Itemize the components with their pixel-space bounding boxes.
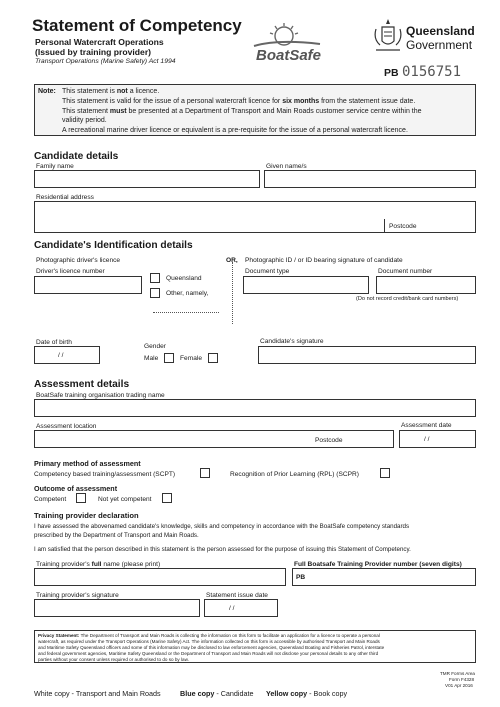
yellow-copy-note: Yellow copy - Book copy (266, 689, 348, 698)
female-label: Female (180, 355, 202, 362)
family-name-label: Family name (36, 163, 74, 170)
note-line-1: This statement is not a licence. (62, 88, 160, 95)
identification-heading: Candidate's Identification details (34, 240, 193, 251)
scpt-label: Competency based training/assessment (SCPT) (34, 471, 176, 478)
assessment-details-heading: Assessment details (34, 379, 130, 390)
gender-label: Gender (144, 343, 166, 350)
queensland-crest-icon (373, 17, 403, 57)
pb-prefix: PB (384, 67, 399, 79)
note-line-5: A recreational marine driver licence or equivalent is a pre-requisite for the issue of a personal watercraft licence. (62, 127, 408, 134)
form-area: TMR Forms Area (440, 671, 475, 676)
assessment-date-label: Assessment date (401, 422, 452, 429)
competent-label: Competent (34, 496, 67, 503)
provider-number-prefix: PB (296, 574, 306, 581)
document-type-field[interactable] (243, 276, 369, 294)
privacy-line-4: and federal government agencies, Maritime Safety Queensland or the Department of Transport and Main Roads will not disclose your personal details to any other third (38, 651, 379, 656)
postcode-divider (384, 219, 385, 233)
other-state-line[interactable] (153, 312, 219, 313)
declaration-text-1: I have assessed the abovenamed candidate's knowledge, skills and competency in accordance with the BoatSafe competency standards (34, 523, 410, 530)
org-name-field[interactable] (34, 399, 476, 417)
male-label: Male (144, 355, 159, 362)
given-names-field[interactable] (264, 170, 476, 188)
declaration-text-2: prescribed by the Department of Transport and Main Roads. (34, 532, 199, 539)
provider-signature-label: Training provider's signature (36, 592, 119, 599)
candidate-signature-label: Candidate's signature (260, 338, 324, 345)
issue-date-slashes: / / (229, 605, 235, 612)
form-subtitle: Personal Watercraft Operations (35, 37, 164, 47)
given-names-label: Given name/s (266, 163, 307, 170)
government-wordmark: Government (406, 38, 473, 52)
dob-label: Date of birth (36, 339, 72, 346)
photo-licence-label: Photographic driver's licence (36, 257, 121, 264)
id-divider (232, 262, 233, 324)
competent-checkbox[interactable] (76, 493, 86, 503)
provider-name-label: Training provider's full name (please print) (36, 561, 161, 568)
form-number: Form F4328 (449, 677, 475, 682)
document-number-label: Document number (378, 268, 433, 275)
white-copy-note: White copy - Transport and Main Roads (34, 689, 161, 698)
outcome-heading: Outcome of assessment (34, 484, 118, 493)
photo-id-label: Photographic ID / or ID bearing signature of candidate (245, 257, 403, 264)
provider-name-field[interactable] (34, 568, 286, 586)
form-subtitle-issued: (Issued by training provider) (35, 47, 152, 57)
privacy-line-3: and Maritime Safety Queensland officers and some of this information may be disclosed to law enforcement agencies, Queensland Boating and Fisheries Patrol, interstate (38, 645, 385, 650)
document-type-label: Document type (245, 268, 290, 275)
male-checkbox[interactable] (164, 353, 174, 363)
dob-slashes: / / (58, 352, 64, 359)
rpl-label: Recognition of Prior Learning (RPL) (SCPR) (230, 471, 359, 478)
statement-number: 0156751 (402, 64, 462, 80)
note-line-2: This statement is valid for the issue of a personal watercraft licence for six months from the statement issue date. (62, 98, 416, 105)
scpt-checkbox[interactable] (200, 468, 210, 478)
not-yet-competent-label: Not yet competent (98, 496, 152, 503)
residential-address-label: Residential address (36, 194, 94, 201)
method-heading: Primary method of assessment (34, 459, 141, 468)
act-reference: Transport Operations (Marine Safety) Act 1994 (35, 58, 176, 65)
note-label: Note: (38, 88, 56, 95)
not-yet-competent-checkbox[interactable] (162, 493, 172, 503)
assessment-date-field[interactable] (399, 430, 476, 448)
form-version: V01 Apr 2016 (445, 683, 473, 688)
do-not-record-note: (Do not record credit/bank card numbers) (356, 296, 459, 302)
dob-field[interactable] (34, 346, 100, 364)
provider-signature-field[interactable] (34, 599, 200, 617)
female-checkbox[interactable] (208, 353, 218, 363)
assessment-location-label: Assessment location (36, 423, 97, 430)
issue-date-field[interactable] (204, 599, 278, 617)
provider-number-label: Full Boatsafe Training Provider number (seven digits) (294, 561, 462, 568)
location-postcode-label: Postcode (315, 437, 343, 444)
note-line-3: This statement must be presented at a Department of Transport and Main Roads customer service centre within the (62, 108, 422, 115)
candidate-signature-field[interactable] (258, 346, 476, 364)
queensland-checkbox[interactable] (150, 273, 160, 283)
address-postcode-label: Postcode (389, 223, 417, 230)
privacy-line-5: parties without your consent unless required or authorised to do so by law. (38, 657, 189, 662)
form-title: Statement of Competency (32, 16, 242, 35)
licence-number-field[interactable] (34, 276, 142, 294)
note-line-4: validity period. (62, 117, 107, 124)
family-name-field[interactable] (34, 170, 260, 188)
blue-copy-note: Blue copy - Candidate (180, 689, 254, 698)
privacy-line-1: Privacy Statement: The Department of Transport and Main Roads is collecting the information on this form to facilitate an application for a licence to operate a personal (38, 633, 380, 638)
issue-date-label: Statement issue date (206, 592, 268, 599)
assessment-date-slashes: / / (424, 436, 430, 443)
org-name-label: BoatSafe training organisation trading name (36, 392, 165, 399)
queensland-label: Queensland (166, 275, 202, 282)
candidate-details-heading: Candidate details (34, 151, 119, 162)
document-number-field[interactable] (376, 276, 476, 294)
declaration-heading: Training provider declaration (34, 511, 139, 520)
declaration-text-3: I am satisfied that the person described in this statement is the person assessed for the purpose of issuing this Statement of Competency. (34, 546, 411, 553)
queensland-wordmark: Queensland (406, 24, 475, 38)
other-state-label: Other, namely, (166, 290, 209, 297)
other-state-checkbox[interactable] (150, 288, 160, 298)
privacy-line-2: watercraft, as required under the Transport Operations (Marine Safety) Act. The information collected on this form is accessible by authorised Transport and Main Roads (38, 639, 380, 644)
provider-number-field[interactable] (292, 568, 476, 586)
licence-number-label: Driver's licence number (36, 268, 105, 275)
rpl-checkbox[interactable] (380, 468, 390, 478)
svg-text:BoatSafe: BoatSafe (256, 47, 322, 64)
or-label: OR, (226, 257, 238, 264)
boatsafe-logo (248, 22, 324, 64)
